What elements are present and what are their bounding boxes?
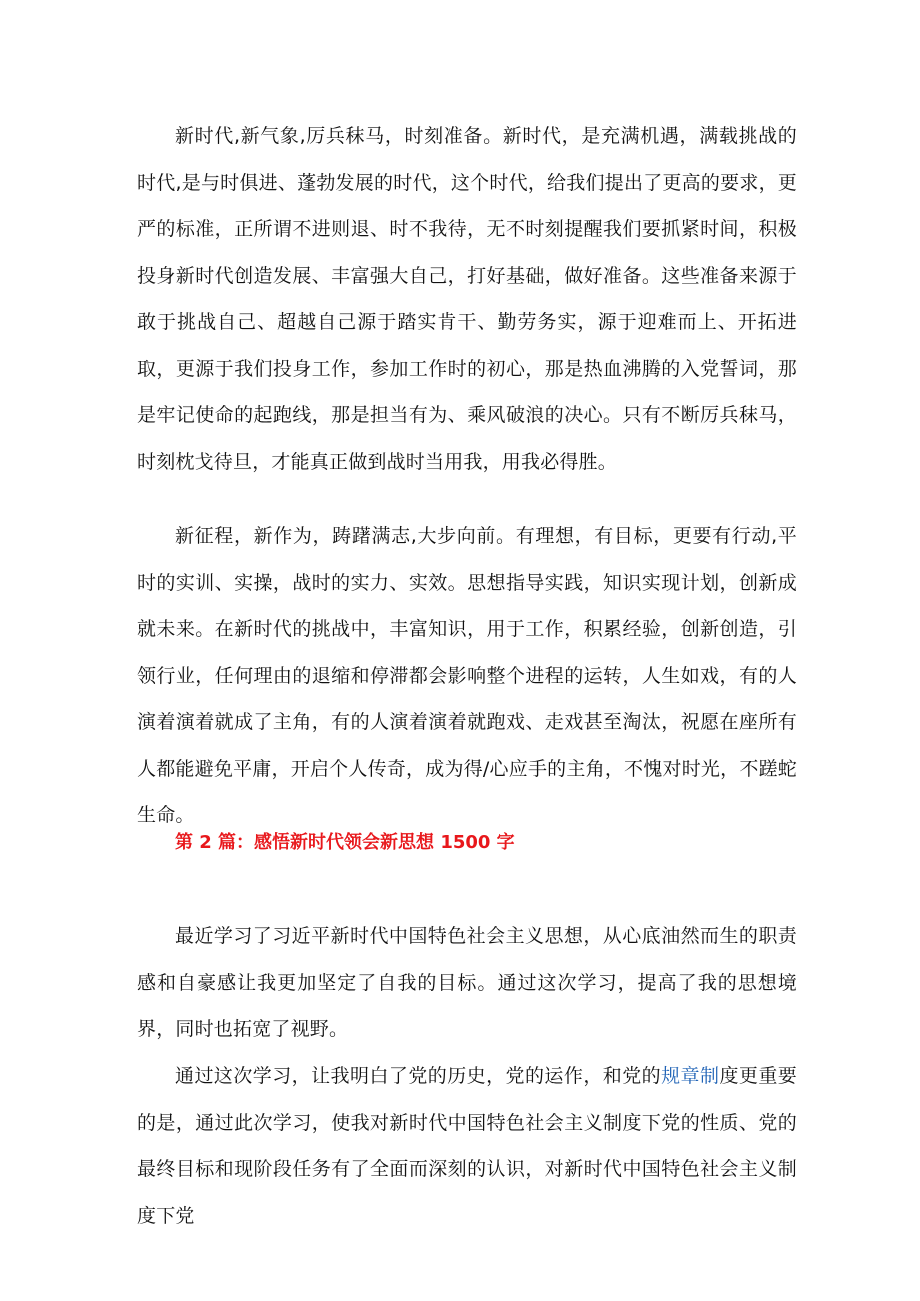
paragraph-2: 新征程，新作为，踌躇满志,大步向前。有理想，有目标，更要有行动,平时的实训、实操，战时的实力、实效。思想指导实践，知识实现计划，创新成就未来。在新时代的挑战中，丰富知识，用于工作，积累经验，创新创造，引领行业，任何理由的退缩和停滞都会影响整个进程的运转，人生如戏，有的人演着演着就成了主角，有的人演着演着就跑戏、走戏甚至淘汰，祝愿在座所有人都能避免平庸，开启个人传奇，成为得/心应手的主角，不愧对时光，不蹉蛇生命。 <box>137 525 797 826</box>
regulations-link[interactable]: 规章制 <box>661 1065 720 1087</box>
paragraph-4-text-end: 度更重要的是，通过此次学习，使我对新时代中国特色社会主义制度下党的性质、党的最终目标和现阶段任务有了全面而深刻的认识，对新时代中国特色社会主义制度下党 <box>137 1065 797 1227</box>
paragraph-3: 最近学习了习近平新时代中国特色社会主义思想，从心底油然而生的职责感和自豪感让我更加坚定了自我的目标。通过这次学习，提高了我的思想境界，同时也拓宽了视野。 <box>137 925 797 1040</box>
section-heading: 第 2 篇：感悟新时代领会新思想 1500 字 <box>175 832 515 853</box>
paragraph-4-text-start: 通过这次学习，让我明白了党的历史，党的运作，和党的 <box>175 1065 662 1087</box>
paragraph-1: 新时代,新气象,厉兵秣马，时刻准备。新时代，是充满机遇，满载挑战的时代,是与时俱进、蓬勃发展的时代，这个时代，给我们提出了更高的要求，更严的标准，正所谓不进则退、时不我待，无不时刻提醒我们要抓紧时间，积极投身新时代创造发展、丰富强大自己，打好基础，做好准备。这些准备来源于敢于挑战自己、超越自己源于踏实肯干、勤劳务实，源于迎难而上、开拓进取，更源于我们投身工作，参加工作时的初心，那是热血沸腾的入党誓词，那是牢记使命的起跑线，那是担当有为、乘风破浪的决心。只有不断厉兵秣马，时刻枕戈待旦，才能真正做到战时当用我，用我必得胜。 <box>137 125 797 473</box>
paragraph-4 <box>137 1053 797 1239</box>
